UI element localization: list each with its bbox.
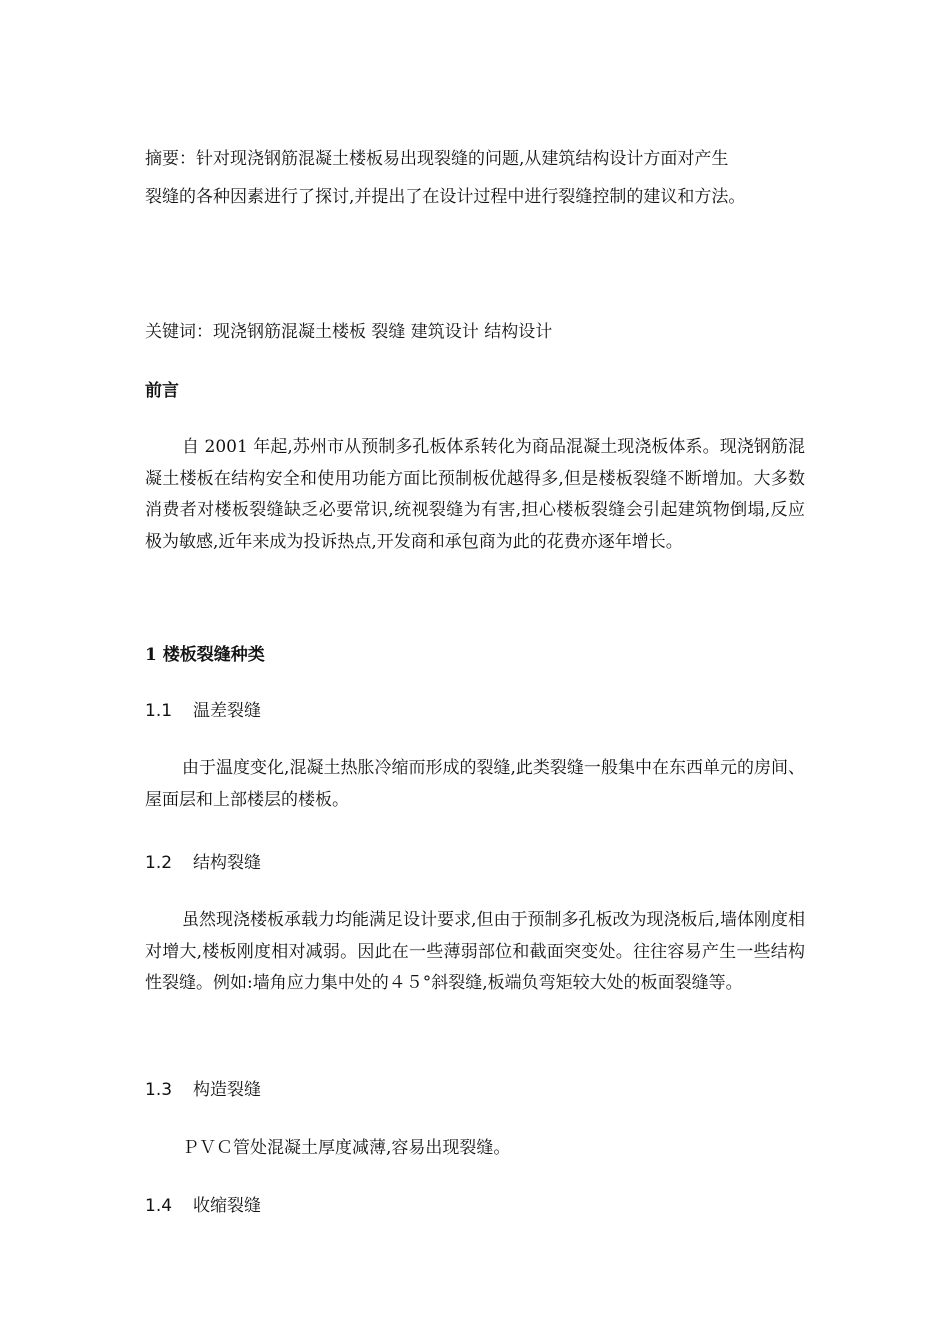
subsection-1-2-heading xyxy=(145,851,261,875)
section-1-heading: 1 楼板裂缝种类 xyxy=(145,645,265,665)
subsection-1-1-heading xyxy=(145,699,261,723)
subsection-1-2-paragraph: 虽然现浇楼板承载力均能满足设计要求,但由于预制多孔板改为现浇板后,墙体刚度相对增大,楼板刚度相对减弱。因此在一些薄弱部位和截面突变处。往往容易产生一些结构性裂缝。例如:墙角应力集中处的４５°斜裂缝,板端负弯矩较大处的板面裂缝等。 xyxy=(145,910,805,993)
subsection-1-4-heading xyxy=(145,1194,261,1218)
abstract-line-2: 裂缝的各种因素进行了探讨,并提出了在设计过程中进行裂缝控制的建议和方法。 xyxy=(145,187,746,207)
subsection-1-3-paragraph: ＰＶＣ管处混凝土厚度减薄,容易出现裂缝。 xyxy=(182,1138,511,1158)
subsection-1-1-title: 温差裂缝 xyxy=(193,701,261,721)
subsection-1-2-title: 结构裂缝 xyxy=(193,853,261,873)
subsection-1-2-number: 1.2 xyxy=(145,853,173,873)
subsection-1-1-number: 1.1 xyxy=(145,701,173,721)
subsection-1-1-paragraph: 由于温度变化,混凝土热胀冷缩而形成的裂缝,此类裂缝一般集中在东西单元的房间、屋面层和上部楼层的楼板。 xyxy=(145,758,805,810)
abstract-line-1: 摘要：针对现浇钢筋混凝土楼板易出现裂缝的问题,从建筑结构设计方面对产生 xyxy=(145,149,729,169)
subsection-1-3-number: 1.3 xyxy=(145,1080,173,1100)
keywords-line: 关键词：现浇钢筋混凝土楼板 裂缝 建筑设计 结构设计 xyxy=(145,322,553,342)
subsection-1-3-title: 构造裂缝 xyxy=(193,1080,261,1100)
preface-paragraph: 自 2001 年起,苏州市从预制多孔板体系转化为商品混凝土现浇板体系。现浇钢筋混凝土楼板在结构安全和使用功能方面比预制板优越得多,但是楼板裂缝不断增加。大多数消费者对楼板裂缝缺乏必要常识,统视裂缝为有害,担心楼板裂缝会引起建筑物倒塌,反应极为敏感,近年来成为投诉热点,开发商和承包商为此的花费亦逐年增长。 xyxy=(145,437,805,552)
subsection-1-4-title: 收缩裂缝 xyxy=(193,1196,261,1216)
preface-heading: 前言 xyxy=(145,381,179,401)
subsection-1-3-heading xyxy=(145,1078,261,1102)
subsection-1-4-number: 1.4 xyxy=(145,1196,173,1216)
